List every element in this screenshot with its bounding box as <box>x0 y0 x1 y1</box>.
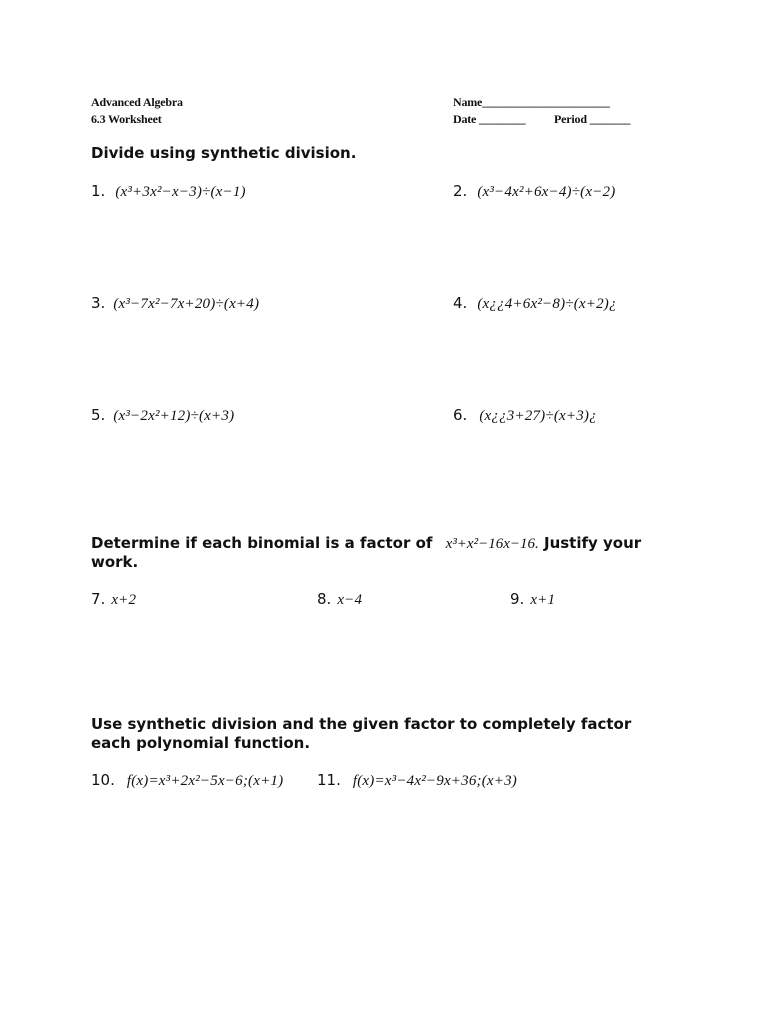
period-field: Period _______ <box>554 112 631 126</box>
name-field: Name______________________ <box>453 95 610 109</box>
section2-heading-line2: work. <box>91 553 139 571</box>
problem-6 <box>453 406 597 425</box>
problem-4 <box>453 294 617 313</box>
problem-expression: x+2 <box>111 592 137 608</box>
problem-7 <box>91 590 136 609</box>
problem-number: 1. <box>91 182 106 200</box>
date-field: Date ________ <box>453 112 526 126</box>
problem-number: 4. <box>453 294 468 312</box>
section3-heading-line2: each polynomial function. <box>91 734 311 752</box>
section3-heading: Use synthetic division and the given factor to completely factor <box>91 715 632 733</box>
problem-11 <box>317 771 517 790</box>
problem-5 <box>91 406 234 425</box>
section2-heading-start: Determine if each binomial is a factor of <box>91 534 433 552</box>
problem-number: 7. <box>91 590 106 608</box>
problem-number: 5. <box>91 406 106 424</box>
section1-heading: Divide using synthetic division. <box>91 144 357 162</box>
problem-8 <box>317 590 362 609</box>
problem-number: 3. <box>91 294 106 312</box>
worksheet-title: 6.3 Worksheet <box>91 112 162 126</box>
problem-expression: (x³−4x²+6x−4)÷(x−2) <box>477 184 616 200</box>
problem-expression: f(x)=x³+2x²−5x−6;(x+1) <box>126 773 284 789</box>
problem-1 <box>91 182 246 201</box>
problem-expression: (x¿¿3+27)÷(x+3)¿ <box>479 408 597 424</box>
problem-2 <box>453 182 615 201</box>
problem-expression: (x³−7x²−7x+20)÷(x+4) <box>113 296 260 312</box>
section2-heading-polynomial: x³+x²−16x−16. <box>445 536 539 552</box>
problem-3 <box>91 294 259 313</box>
section2-heading-end: Justify your <box>543 534 642 552</box>
course-title: Advanced Algebra <box>91 95 183 109</box>
problem-number: 10. <box>91 771 115 789</box>
problem-expression: f(x)=x³−4x²−9x+36;(x+3) <box>352 773 517 789</box>
problem-number: 11. <box>317 771 341 789</box>
problem-expression: x−4 <box>337 592 363 608</box>
problem-number: 8. <box>317 590 332 608</box>
problem-expression: (x¿¿4+6x²−8)÷(x+2)¿ <box>477 296 617 312</box>
problem-9 <box>510 590 555 609</box>
problem-number: 2. <box>453 182 468 200</box>
problem-expression: (x³+3x²−x−3)÷(x−1) <box>115 184 246 200</box>
problem-number: 9. <box>510 590 525 608</box>
section2-heading <box>91 534 641 554</box>
problem-number: 6. <box>453 406 468 424</box>
problem-10 <box>91 771 283 790</box>
problem-expression: (x³−2x²+12)÷(x+3) <box>113 408 235 424</box>
problem-expression: x+1 <box>530 592 556 608</box>
